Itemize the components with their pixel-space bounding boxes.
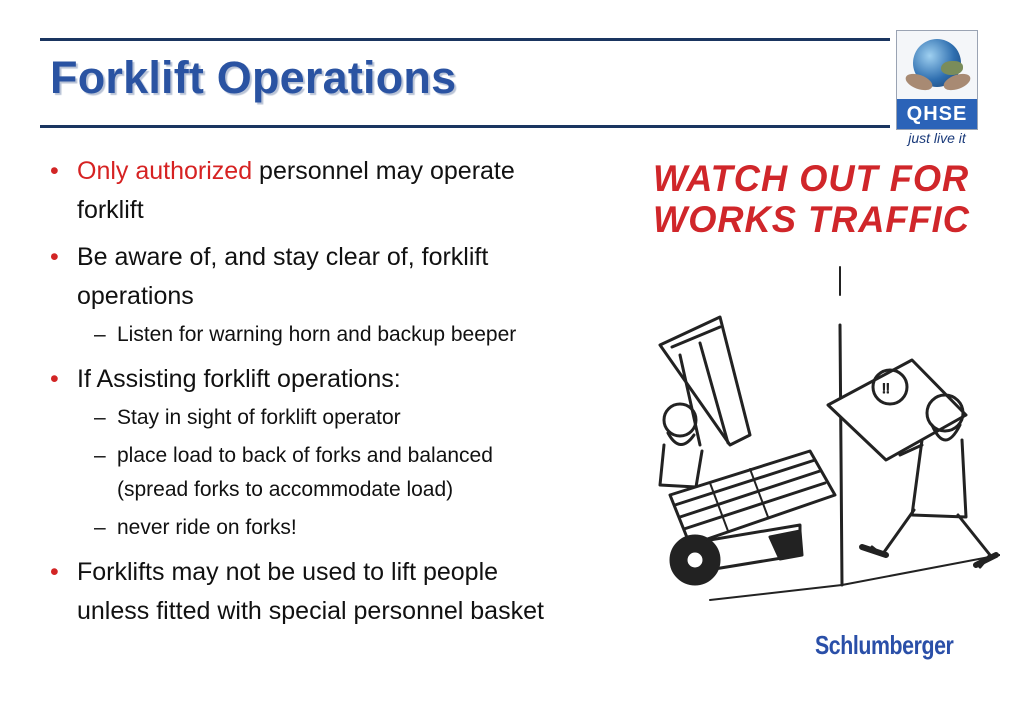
sub-bullet-load [50,439,660,507]
dash-marker: – [94,323,106,346]
sub-bullet-text: never ride on forks! [117,516,297,539]
qhse-band: QHSE [897,99,977,129]
forklift-cartoon-illustration [650,255,1000,615]
bullet-text-cont: operations [77,282,194,310]
bullet-text-cont: forklift [77,196,144,224]
bullet-list [50,152,660,639]
title-bottom-rule [40,125,890,128]
sub-bullet-text: Stay in sight of forklift operator [117,406,401,429]
dash-marker: – [94,406,106,429]
dash-marker: – [94,444,106,467]
sub-bullet-listen [50,318,660,352]
schlumberger-logo: Schlumberger [815,630,954,660]
sub-bullet-ride [50,511,660,545]
bullet-aware [50,238,660,316]
svg-text:!!: !! [882,380,890,396]
bullet-authorized [50,152,660,230]
sign-line-2: WORKS TRAFFIC [653,199,970,240]
bullet-marker: • [50,558,59,586]
bullet-marker: • [50,365,59,393]
sub-bullet-text: place load to back of forks and balanced [117,444,493,467]
qhse-logo-frame [896,30,978,130]
warning-sign [653,158,988,248]
title-top-rule [40,38,890,41]
qhse-logo [896,30,978,150]
dash-marker: – [94,516,106,539]
sub-bullet-sight [50,401,660,435]
bullet-text-cont: unless fitted with special personnel basket [77,597,544,625]
qhse-tagline: just live it [908,130,966,146]
bullet-assisting [50,360,660,399]
sub-bullet-text-cont: (spread forks to accommodate load) [117,478,454,501]
bullet-text: Be aware of, and stay clear of, forklift [77,243,489,271]
bullet-text: If Assisting forklift operations: [77,365,401,393]
bullet-marker: • [50,243,59,271]
bullet-lift-people [50,553,660,631]
slide-title: Forklift Operations [50,52,457,103]
bullet-text: personnel may operate [252,157,515,185]
highlight-text: Only authorized [77,157,253,185]
sign-line-1: WATCH OUT FOR [653,158,970,199]
sub-bullet-text: Listen for warning horn and backup beeper [117,323,517,346]
bullet-marker: • [50,157,59,185]
bullet-text: Forklifts may not be used to lift people [77,558,499,586]
